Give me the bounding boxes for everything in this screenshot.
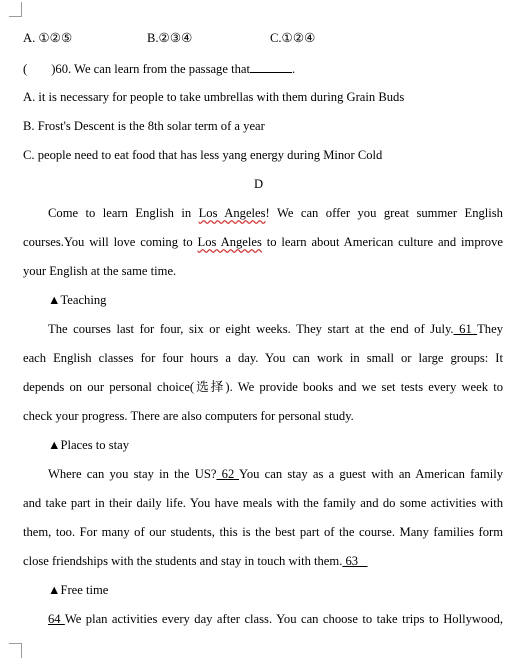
option-c: C.①②④	[270, 31, 316, 45]
gap-61: 61	[453, 322, 478, 336]
para1-line3: your English at the same time.	[23, 264, 177, 278]
stay-line4: close friendships with the students and stay in touch with them. 63	[23, 554, 368, 568]
teaching-line4: check your progress. There are also computers for personal study.	[23, 409, 354, 423]
question-60: ( )60. We can learn from the passage that .	[23, 62, 296, 76]
option-a: A. ①②⑤	[23, 31, 73, 45]
answer-blank	[250, 60, 292, 73]
stay-line1: Where can you stay in the US? 62 You can stay as a guest with an American family	[48, 467, 503, 481]
option-b: B.②③④	[147, 31, 193, 45]
place-name: Los Angeles	[198, 206, 266, 220]
para1-line2: courses.You will love coming to Los Angeles to learn about American culture and improve	[23, 235, 503, 249]
gap-62: 62	[216, 467, 240, 481]
gap-63: 63	[342, 554, 368, 568]
teaching-line2: each English classes for four hours a day. You can work in small or large groups: It	[23, 351, 503, 365]
stay-line3: them, too. For many of our students, this is the best part of the course. Many families form	[23, 525, 503, 539]
question-60-stem: )60. We can learn from the passage that	[51, 62, 250, 76]
choice-c: C. people need to eat food that has less yang energy during Minor Cold	[23, 148, 383, 162]
choice-b: B. Frost's Descent is the 8th solar term of a year	[23, 119, 265, 133]
answer-paren: (	[23, 62, 28, 76]
page-corner-mark-bottom	[9, 643, 22, 658]
choice-a: A. it is necessary for people to take umbrellas with them during Grain Buds	[23, 90, 405, 104]
page-corner-mark-top	[9, 2, 22, 17]
teaching-line3: depends on our personal choice(选择). We provide books and we set tests every week to	[23, 380, 503, 394]
place-name: Los Angeles	[197, 235, 262, 249]
stay-heading: ▲Places to stay	[48, 438, 130, 452]
free-time-heading: ▲Free time	[48, 583, 109, 597]
free-time-line1: 64 We plan activities every day after class. You can choose to take trips to Hollywood,	[48, 612, 504, 626]
teaching-line1: The courses last for four, six or eight weeks. They start at the end of July. 61 They	[48, 322, 503, 336]
teaching-heading: ▲Teaching	[48, 293, 107, 307]
gap-64: 64	[48, 612, 65, 626]
section-heading: D	[253, 177, 264, 191]
para1-line1: Come to learn English in Los Angeles! We can offer you great summer English	[48, 206, 503, 220]
stay-line2: and take part in their daily life. You have meals with the family and do some activities with	[23, 496, 503, 510]
